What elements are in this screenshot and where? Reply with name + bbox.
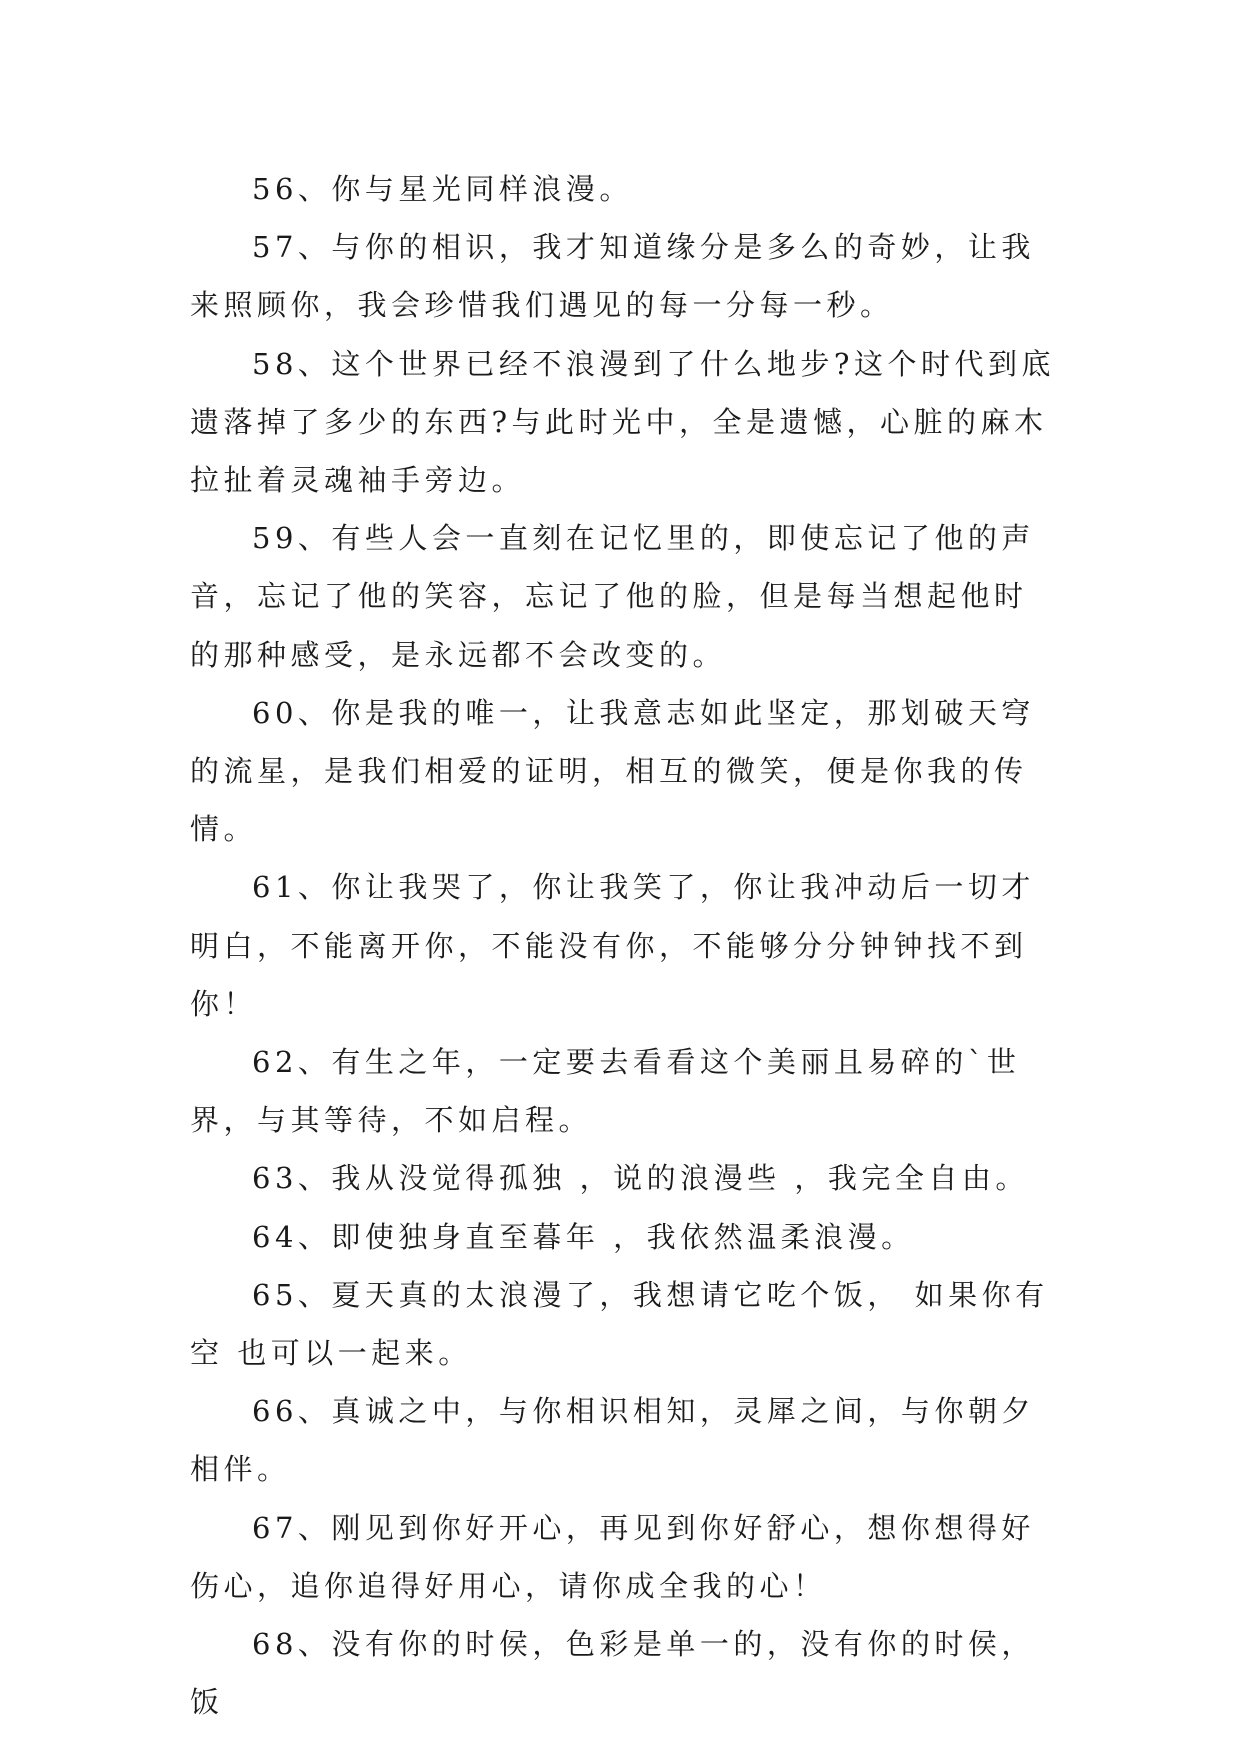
paragraph-63: 63、我从没觉得孤独 ，说的浪漫些 ，我完全自由。	[252, 1161, 1029, 1196]
paragraph-58: 58、这个世界已经不浪漫到了什么地步?这个时代到底遗落掉了多少的东西?与此时光中，全是遗憾，心脏的麻木拉扯着灵魂袖手旁边。	[190, 346, 1055, 498]
paragraph-65: 65、夏天真的太浪漫了，我想请它吃个饭， 如果你有空 也可以一起来。	[190, 1277, 1049, 1371]
document-body	[190, 160, 1060, 1731]
paragraph-59: 59、有些人会一直刻在记忆里的，即使忘记了他的声音，忘记了他的笑容，忘记了他的脸，但是每当想起他时的那种感受，是永远都不会改变的。	[190, 521, 1035, 672]
paragraph-62: 62、有生之年，一定要去看看这个美丽且易碎的`世界，与其等待，不如启程。	[190, 1045, 1021, 1138]
paragraph-67: 67、刚见到你好开心，再见到你好舒心，想你想得好伤心，追你追得好用心，请你成全我的心！	[190, 1510, 1035, 1603]
paragraph-60: 60、你是我的唯一，让我意志如此坚定，那划破天穹的流星，是我们相爱的证明，相互的微笑，便是你我的传情。	[190, 695, 1035, 847]
paragraph-66: 66、真诚之中，与你相识相知，灵犀之间，与你朝夕相伴。	[190, 1394, 1035, 1487]
paragraph-57: 57、与你的相识，我才知道缘分是多么的奇妙，让我来照顾你，我会珍惜我们遇见的每一分每一秒。	[190, 230, 1035, 323]
paragraph-56: 56、你与星光同样浪漫。	[252, 172, 633, 206]
paragraph-61: 61、你让我哭了，你让我笑了，你让我冲动后一切才明白，不能离开你，不能没有你，不能够分分钟钟找不到你！	[190, 870, 1035, 1021]
paragraph-68: 68、没有你的时侯，色彩是单一的，没有你的时侯，饭	[190, 1627, 1035, 1720]
paragraph-64: 64、即使独身直至暮年 ，我依然温柔浪漫。	[252, 1219, 915, 1254]
